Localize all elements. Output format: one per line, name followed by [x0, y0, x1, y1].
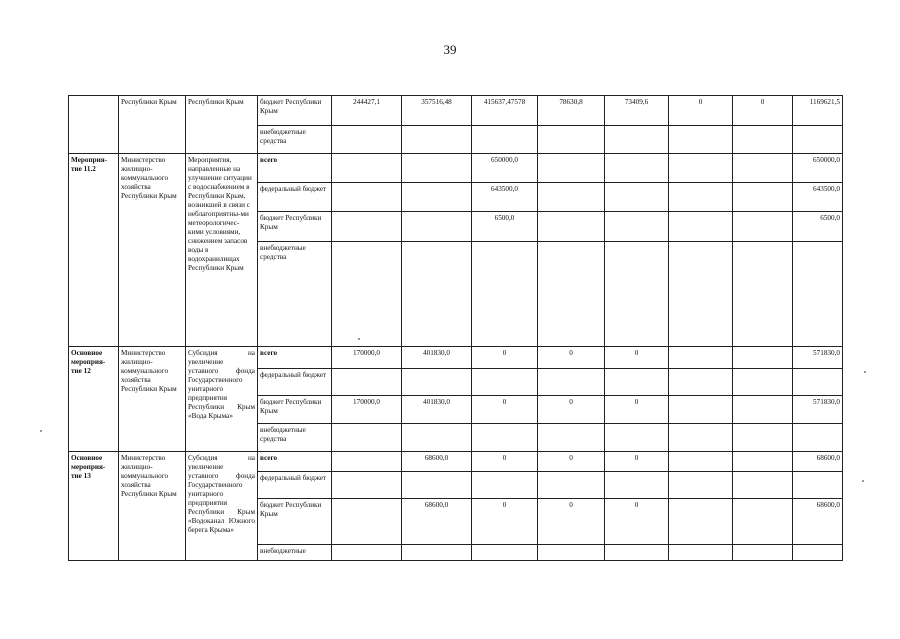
total-cell: 6500,0 [793, 212, 843, 242]
program-cell: Основное мероприя-тие 13 [69, 452, 119, 561]
executor-cell: Министерство жилищно-коммунального хозяйства Республики Крым [119, 452, 186, 561]
activity-cell: Мероприятия, направленные на улучшение ситуации с водоснабжением в Республики Крым, возникшей в связи с неблагоприятны-ми метеорологичес-кими условиями, снижением запасов воды в водохранилищах Республики Крым [186, 154, 258, 347]
executor-cell: Министерство жилищно-коммунального хозяйства Республики Крым [119, 154, 186, 347]
total-cell: 571830,0 [793, 396, 843, 424]
value-cell: 401830,0 [402, 347, 472, 369]
scan-speck [358, 338, 360, 340]
source-cell: внебюджетные средства [258, 242, 332, 347]
value-cell: 415637,47578 [472, 96, 538, 126]
source-cell: всего [258, 154, 332, 183]
total-cell: 1169621,5 [793, 96, 843, 126]
value-cell: 170000,0 [332, 396, 402, 424]
value-cell: 0 [538, 396, 605, 424]
value-cell: 643500,0 [472, 183, 538, 212]
scan-speck [864, 371, 866, 373]
program-cell: Основное мероприя-тие 12 [69, 347, 119, 452]
total-cell: 68600,0 [793, 499, 843, 545]
source-cell: бюджет Республики Крым [258, 396, 332, 424]
value-cell: 650000,0 [472, 154, 538, 183]
table-row [69, 154, 843, 183]
source-cell: бюджет Республики Крым [258, 499, 332, 545]
value-cell: 0 [605, 396, 669, 424]
scan-speck [862, 480, 864, 482]
source-cell: внебюджетные средства [258, 126, 332, 154]
value-cell: 401830,0 [402, 396, 472, 424]
value-cell: 0 [605, 499, 669, 545]
value-cell: 244427,1 [332, 96, 402, 126]
value-cell: 0 [605, 347, 669, 369]
activity-cell: Субсидия на увеличение уставного фонда Государственного унитарного предприятия Республики Крым «Водоканал Южного берега Крыма» [186, 452, 258, 561]
total-cell: 650000,0 [793, 154, 843, 183]
page-number: 39 [443, 42, 457, 57]
value-cell: 0 [472, 499, 538, 545]
source-cell: бюджет Республики Крым [258, 96, 332, 126]
value-cell: 0 [472, 347, 538, 369]
total-cell: 68600,0 [793, 452, 843, 472]
program-cell [69, 96, 119, 154]
executor-cell: Республики Крым [119, 96, 186, 154]
source-cell: федеральный бюджет [258, 369, 332, 396]
source-cell: федеральный бюджет [258, 472, 332, 499]
value-cell: 357516,48 [402, 96, 472, 126]
executor-cell: Министерство жилищно-коммунального хозяйства Республики Крым [119, 347, 186, 452]
value-cell: 0 [472, 396, 538, 424]
source-cell: внебюджетные [258, 545, 332, 561]
source-cell: всего [258, 347, 332, 369]
activity-cell: Субсидия на увеличение уставного фонда Государственного унитарного предприятия Республики Крым «Вода Крыма» [186, 347, 258, 452]
value-cell: 170000,0 [332, 347, 402, 369]
value-cell: 0 [733, 96, 793, 126]
value-cell: 68600,0 [402, 452, 472, 472]
value-cell: 0 [605, 452, 669, 472]
activity-cell: Республики Крым [186, 96, 258, 154]
value-cell: 0 [538, 452, 605, 472]
value-cell: 6500,0 [472, 212, 538, 242]
value-cell: 73409,6 [605, 96, 669, 126]
source-cell: всего [258, 452, 332, 472]
table-row [69, 96, 843, 126]
total-cell: 571830,0 [793, 347, 843, 369]
value-cell: 0 [538, 347, 605, 369]
total-cell: 643500,0 [793, 183, 843, 212]
program-cell: Мероприя-тие 11.2 [69, 154, 119, 347]
source-cell: бюджет Республики Крым [258, 212, 332, 242]
value-cell: 68600,0 [402, 499, 472, 545]
table-row [69, 347, 843, 369]
value-cell: 0 [669, 96, 733, 126]
source-cell: внебюджетные средства [258, 424, 332, 452]
source-cell: федеральный бюджет [258, 183, 332, 212]
value-cell: 0 [472, 452, 538, 472]
scan-speck [40, 430, 42, 432]
budget-table [68, 95, 843, 561]
value-cell: 0 [538, 499, 605, 545]
table-row [69, 452, 843, 472]
value-cell: 78630,8 [538, 96, 605, 126]
